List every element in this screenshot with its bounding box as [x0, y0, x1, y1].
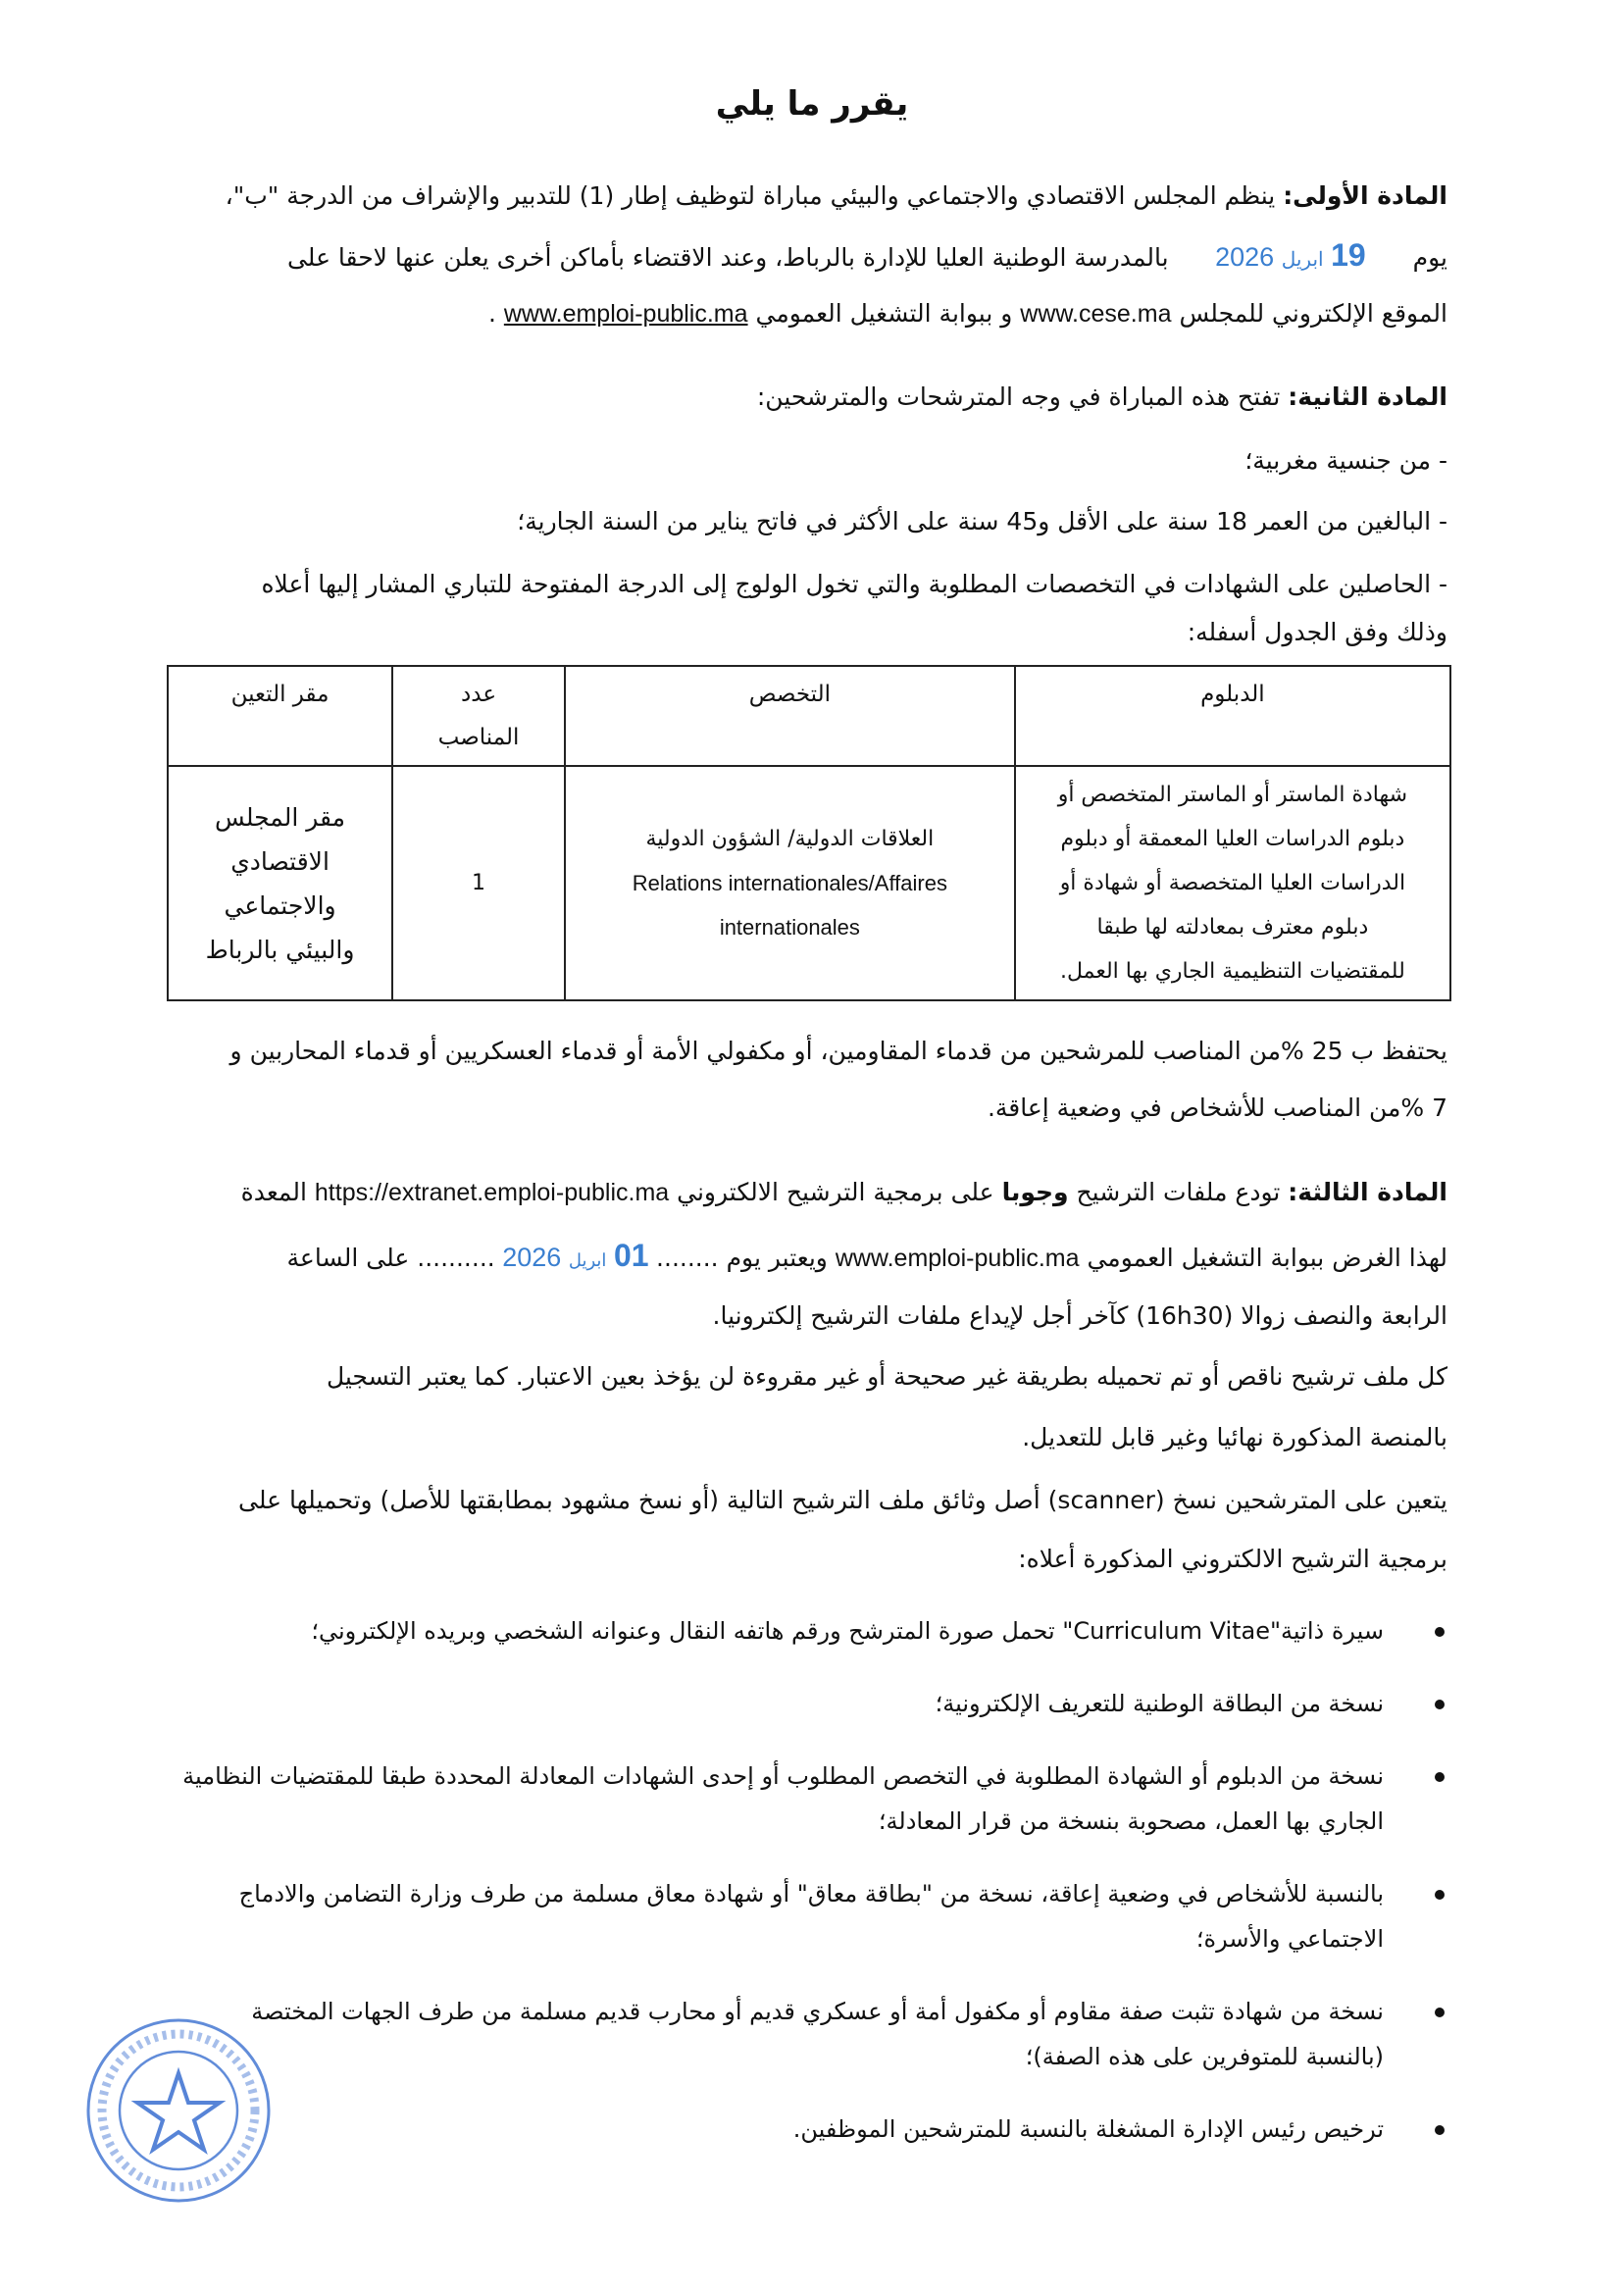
article3-text1a: تودع ملفات الترشيح: [1076, 1178, 1281, 1206]
article3-line3: الرابعة والنصف زوالا (16h30) كآخر أجل لإيداع ملفات الترشيح إلكترونيا.: [712, 1301, 1447, 1330]
condition-age: - البالغين من العمر 18 سنة على الأقل و45 سنة على الأكثر في فاتح يناير من السنة الجارية؛: [517, 507, 1447, 535]
article3-para2-l2: بالمنصة المذكورة نهائيا وغير قابل للتعديل.: [1022, 1423, 1447, 1451]
page-title: يقرر ما يلي: [715, 84, 909, 124]
article1-line3: [177, 294, 1447, 333]
article1-text3a: الموقع الإلكتروني للمجلس: [1179, 299, 1447, 328]
article3-text1b: على برمجية الترشيح الالكتروني: [677, 1178, 994, 1206]
cell-specialty: [565, 766, 1015, 1000]
table-row: [168, 766, 1450, 1000]
article1-label: المادة الأولى:: [1283, 181, 1447, 210]
list-item: [177, 1754, 1384, 1844]
seat-line: والبيئي بالرباط: [205, 935, 355, 964]
article3-para3-l2: برمجية الترشيح الالكتروني المذكورة أعلاه:: [1018, 1545, 1447, 1573]
official-seal-star-icon: [80, 2012, 277, 2209]
day-label: يوم: [1412, 243, 1447, 272]
article2-intro: [177, 378, 1447, 417]
list-item-text: نسخة من الدبلوم أو الشهادة المطلوبة في التخصص المطلوب أو إحدى الشهادات المعادلة المحددة طبقا للمقتضيات النظامية الجاري بها العمل، مصحوبة بنسخة من قرار المعادلة؛: [182, 1762, 1384, 1835]
seat-line: والاجتماعي: [224, 890, 336, 920]
list-item: [177, 1608, 1384, 1653]
deadline-month: ابريل: [568, 1250, 607, 1270]
table-intro: وذلك وفق الجدول أسفله:: [1187, 618, 1447, 646]
article2-label: المادة الثانية:: [1288, 382, 1447, 411]
article1-line1: [177, 177, 1447, 216]
article1-line2: [177, 235, 1447, 280]
article2-intro-text: تفتح هذه المباراة في وجه المترشحات والمترشحين:: [756, 382, 1281, 411]
quota-line2: 7 %من المناصب للأشخاص في وضعية إعاقة.: [987, 1094, 1447, 1122]
specialty-fr-1: Relations internationales/Affaires: [632, 871, 947, 895]
list-item: [177, 1989, 1384, 2079]
mandatory-word: وجوبا: [1001, 1178, 1069, 1206]
header-count-l2: المناصب: [437, 725, 520, 750]
deadline-day: 01: [613, 1238, 649, 1273]
condition-nationality: - من جنسية مغربية؛: [1244, 446, 1447, 475]
article3-line2: [177, 1236, 1447, 1280]
emploi-public-link[interactable]: www.emploi-public.ma: [503, 300, 748, 328]
article1-text2: بالمدرسة الوطنية العليا للإدارة بالرباط، وعند الاقتضاء بأماكن أخرى يعلن عنها لاحقا على: [286, 243, 1169, 272]
list-item: [177, 1871, 1384, 1961]
exam-date-year: 2026: [1215, 242, 1275, 272]
deadline-dotted-field: ........ 01 ابريل 2026 ..........: [417, 1238, 719, 1273]
quota-line1: يحتفظ ب 25 %من المناصب للمرشحين من قدماء المقاومين، أو مكفولي الأمة أو قدماء العسكريين أو قدماء المحاربين و: [229, 1037, 1447, 1065]
diploma-line: شهادة الماستر أو الماستر المتخصص أو: [1057, 783, 1408, 807]
article3-line1: [177, 1173, 1447, 1212]
cell-count: 1: [392, 766, 565, 1000]
bullet-icon: [1435, 1700, 1445, 1709]
list-item-text: بالنسبة للأشخاص في وضعية إعاقة، نسخة من "بطاقة معاق" أو شهادة معاق مسلمة من طرف وزارة التضامن والادماج الاجتماعي والأسرة؛: [238, 1880, 1384, 1953]
deadline-year: 2026: [502, 1243, 562, 1272]
exam-date-day: 19: [1331, 237, 1366, 273]
seat-line: مقر المجلس: [214, 802, 346, 832]
bullet-icon: [1435, 2008, 1445, 2017]
required-documents-list: [177, 1608, 1384, 2179]
deadline-date-stamp: [495, 1238, 656, 1273]
list-item: [177, 2107, 1384, 2152]
header-count: [392, 666, 565, 766]
period: .: [487, 299, 496, 328]
diploma-line: دبلوم معترف بمعادلته لها طبقا: [1096, 915, 1369, 940]
article3-text2b: ويعتبر يوم: [726, 1244, 828, 1272]
positions-table: [167, 665, 1451, 1001]
article3-text1c: المعدة: [240, 1178, 307, 1206]
header-seat: مقر التعين: [168, 666, 392, 766]
diploma-line: الدراسات العليا المتخصصة أو شهادة أو: [1059, 871, 1406, 895]
header-diploma: الدبلوم: [1015, 666, 1450, 766]
exam-date-stamp: [1208, 237, 1366, 273]
bullet-icon: [1435, 1627, 1445, 1637]
article3-text2c: على الساعة: [286, 1244, 410, 1272]
exam-date-month: ابريل: [1281, 249, 1324, 271]
bullet-icon: [1435, 1772, 1445, 1782]
seat-line: الاقتصادي: [230, 846, 330, 876]
cell-diploma: [1015, 766, 1450, 1000]
diploma-line: للمقتضيات التنظيمية الجاري بها العمل.: [1059, 959, 1405, 984]
bullet-icon: [1435, 2125, 1445, 2135]
list-item: [177, 1681, 1384, 1726]
table-header-row: [168, 666, 1450, 766]
article3-para2-l1: كل ملف ترشيح ناقص أو تم تحميله بطريقة غير صحيحة أو غير مقروءة لن يؤخذ بعين الاعتبار. كما يعتبر التسجيل: [326, 1362, 1447, 1391]
list-item-text: نسخة من شهادة تثبت صفة مقاوم أو مكفول أمة أو عسكري قديم أو محارب قديم مسلمة من طرف الجهات المختصة (بالنسبة للمتوفرين على هذه الصفة)؛: [251, 1998, 1384, 2070]
article3-para3-l1: يتعين على المترشحين نسخ (scanner) أصل وثائق ملف الترشيح التالية (أو نسخ مشهود بمطابقتها للأصل) وتحميلها على: [238, 1486, 1447, 1514]
portal-link[interactable]: www.emploi-public.ma: [835, 1245, 1080, 1272]
header-specialty: التخصص: [565, 666, 1015, 766]
cese-website-link[interactable]: www.cese.ma: [1020, 300, 1172, 328]
cell-seat: [168, 766, 392, 1000]
article1-text1: ينظم المجلس الاقتصادي والاجتماعي والبيئي مباراة لتوظيف إطار (1) للتدبير والإشراف من الدرجة "ب"،: [225, 181, 1276, 210]
article3-label: المادة الثالثة:: [1288, 1178, 1447, 1206]
list-item-text: سيرة ذاتية"Curriculum Vitae" تحمل صورة المترشح ورقم هاتفه النقال وعنوانه الشخصي وبريده الإلكتروني؛: [311, 1617, 1384, 1645]
list-item-text: ترخيص رئيس الإدارة المشغلة بالنسبة للمترشحين الموظفين.: [792, 2115, 1384, 2143]
bullet-icon: [1435, 1890, 1445, 1900]
header-count-l1: عدد: [461, 682, 497, 707]
specialty-fr-2: internationales: [719, 915, 860, 940]
condition-diploma: - الحاصلين على الشهادات في التخصصات المطلوبة والتي تخول الولوج إلى الدرجة المفتوحة للتباري المشار إليها أعلاه: [261, 570, 1447, 598]
extranet-link[interactable]: https://extranet.emploi-public.ma: [314, 1179, 670, 1206]
specialty-ar: العلاقات الدولية/ الشؤون الدولية: [645, 827, 935, 851]
article1-text3b: و ببوابة التشغيل العمومي: [755, 299, 1013, 328]
article3-text2a: لهذا الغرض ببوابة التشغيل العمومي: [1087, 1244, 1447, 1272]
diploma-line: دبلوم الدراسات العليا المعمقة أو دبلوم: [1060, 827, 1405, 851]
list-item-text: نسخة من البطاقة الوطنية للتعريف الإلكترونية؛: [935, 1690, 1384, 1717]
